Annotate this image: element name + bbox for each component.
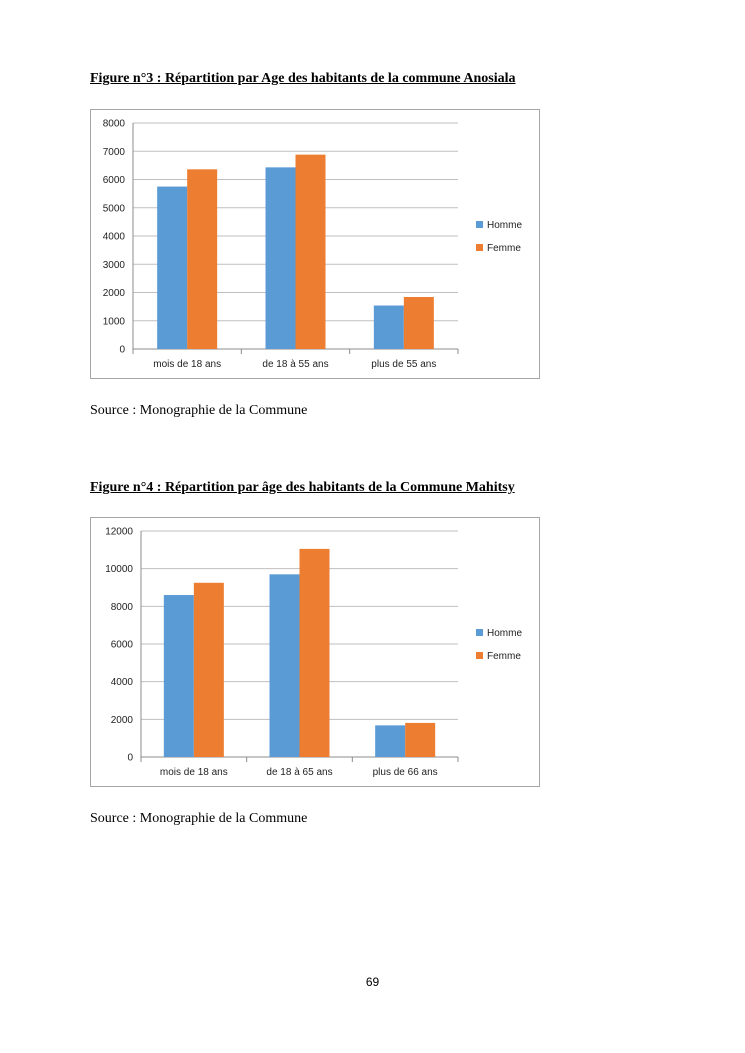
legend-label-femme: Femme — [487, 243, 521, 254]
figure-4-source: Source : Monographie de la Commune — [90, 811, 308, 826]
figure-4-title: Figure n°4 : Répartition par âge des habitants de la Commune Mahitsy — [90, 480, 515, 495]
legend-swatch-femme — [476, 652, 483, 659]
figure-4-chart-svg — [91, 518, 541, 788]
y-tick-label: 12000 — [105, 526, 133, 538]
bar-femme — [404, 297, 434, 349]
x-category-label: plus de 55 ans — [371, 359, 437, 370]
bar-homme — [374, 305, 404, 349]
bar-femme — [300, 549, 330, 757]
bar-femme — [194, 583, 224, 757]
bar-homme — [164, 595, 194, 757]
legend-label-homme: Homme — [487, 220, 523, 231]
bar-femme — [405, 723, 435, 757]
y-tick-label: 8000 — [102, 118, 125, 130]
figure-3-chart — [90, 109, 540, 379]
figure-4-chart — [90, 517, 540, 787]
x-category-label: mois de 18 ans — [159, 767, 228, 778]
y-tick-label: 10000 — [105, 564, 133, 576]
bar-homme — [266, 167, 296, 349]
y-tick-label: 6000 — [102, 175, 125, 186]
y-tick-label: 4000 — [110, 677, 133, 689]
x-category-label: plus de 66 ans — [372, 767, 438, 778]
figure-3-title: Figure n°3 : Répartition par Age des habitants de la commune Anosiala — [90, 71, 516, 86]
y-tick-label: 0 — [127, 752, 133, 764]
x-category-label: de 18 à 65 ans — [266, 767, 333, 778]
bar-homme — [375, 725, 405, 757]
page-number: 69 — [365, 975, 380, 989]
y-tick-label: 5000 — [102, 203, 125, 215]
y-tick-label: 2000 — [110, 714, 133, 726]
y-tick-label: 8000 — [110, 601, 133, 613]
y-tick-label: 1000 — [102, 316, 125, 328]
legend-label-homme: Homme — [487, 628, 523, 639]
y-tick-label: 0 — [119, 344, 125, 356]
x-category-label: de 18 à 55 ans — [262, 359, 329, 370]
x-category-label: mois de 18 ans — [153, 359, 222, 370]
legend-swatch-homme — [476, 629, 483, 636]
bar-homme — [157, 187, 187, 349]
figure-3-chart-svg — [91, 110, 541, 380]
y-tick-label: 6000 — [110, 639, 133, 651]
legend-swatch-homme — [476, 221, 483, 228]
y-tick-label: 2000 — [102, 288, 125, 299]
bar-homme — [270, 574, 300, 757]
y-tick-label: 3000 — [102, 259, 125, 271]
bar-femme — [296, 155, 326, 349]
y-tick-label: 4000 — [102, 231, 125, 243]
legend-swatch-femme — [476, 244, 483, 251]
figure-3-source: Source : Monographie de la Commune — [90, 403, 308, 418]
legend-label-femme: Femme — [487, 651, 521, 662]
y-tick-label: 7000 — [102, 146, 125, 158]
bar-femme — [187, 169, 217, 349]
